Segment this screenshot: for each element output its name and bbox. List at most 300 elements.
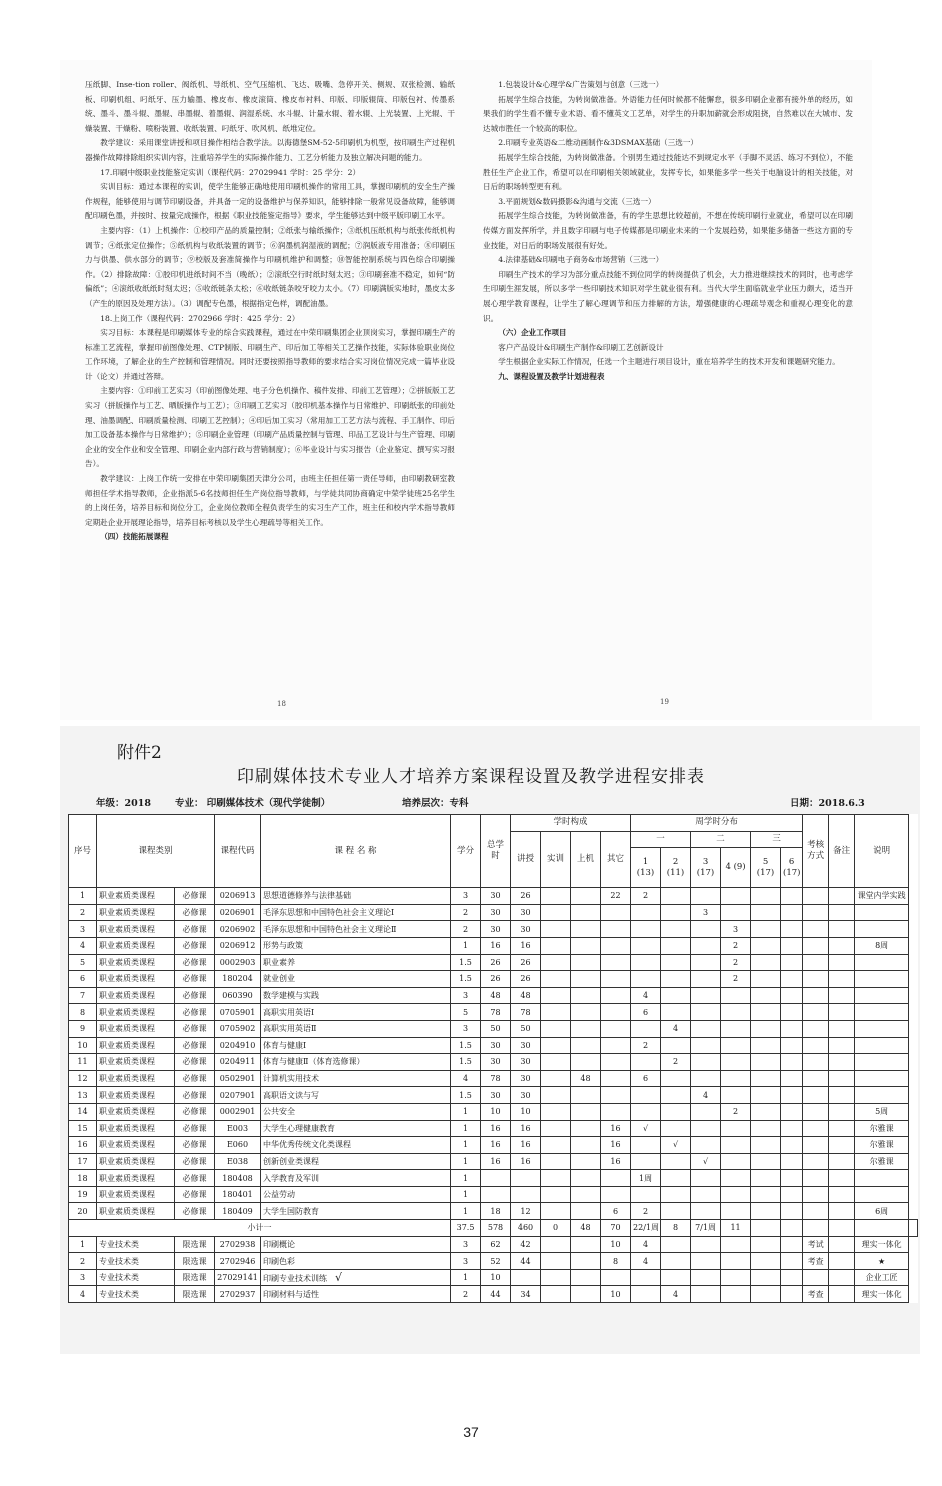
table-cell	[571, 1170, 601, 1187]
table-cell	[661, 1037, 691, 1054]
table-cell: 11	[69, 1054, 97, 1071]
table-cell: 4	[661, 1286, 691, 1303]
table-cell	[781, 1087, 803, 1104]
header-sem1: 1 (13)	[631, 848, 661, 888]
table-cell	[803, 1004, 829, 1021]
table-row	[69, 1137, 918, 1154]
table-cell: 限选课	[175, 1253, 215, 1270]
table-cell	[781, 1004, 803, 1021]
table-cell: 1.5	[451, 954, 481, 971]
table-cell: 必修课	[175, 1120, 215, 1137]
table-cell	[721, 1286, 751, 1303]
table-cell	[601, 1004, 631, 1021]
table-cell	[803, 1120, 829, 1137]
table-cell	[855, 1070, 909, 1087]
table-cell	[631, 921, 661, 938]
table-cell	[721, 1186, 751, 1203]
table-cell	[571, 1269, 601, 1286]
table-row	[69, 1020, 918, 1037]
table-cell: 1	[451, 1269, 481, 1286]
table-cell	[691, 1020, 721, 1037]
table-cell	[631, 1087, 661, 1104]
table-cell	[803, 1153, 829, 1170]
table-cell	[601, 971, 631, 988]
table-cell: 职业素质类课程	[97, 1103, 175, 1120]
table-cell	[601, 987, 631, 1004]
table-cell	[829, 888, 855, 905]
table-cell	[829, 1236, 855, 1253]
right-paragraph: 印刷生产技术的学习为部分重点技能不到位同学的转岗提供了机会，大力推进继续技术的同时，也考虑学生印刷生涯发展，所以多学一些印刷技术知识对学生就业很有利。当代大学生面临就业学业压力颇大，适当开展心理学教育课程，让学生了解心理调节和压力排解的方法，增强健康的心理疏导观念和重视心理变化的意识。	[483, 269, 853, 323]
table-cell	[751, 1236, 781, 1253]
table-cell: 060390	[215, 987, 261, 1004]
table-cell	[781, 1220, 803, 1237]
table-cell: 职业素质类课程	[97, 1037, 175, 1054]
table-cell	[721, 1087, 751, 1104]
table-cell: 16	[481, 1153, 511, 1170]
table-cell: 1	[69, 1236, 97, 1253]
meta-grade: 年级：2018	[96, 798, 151, 809]
table-cell: 企业工匠	[855, 1269, 909, 1286]
table-cell: 考查	[803, 1253, 829, 1270]
table-cell: 0206901	[215, 904, 261, 921]
table-cell	[751, 1286, 781, 1303]
table-cell	[571, 1153, 601, 1170]
table-row	[69, 1103, 918, 1120]
table-cell: 0206902	[215, 921, 261, 938]
table-cell: 48	[571, 1220, 601, 1237]
table-cell	[803, 1220, 829, 1237]
table-cell: 5周	[855, 1103, 909, 1120]
table-cell: 理实一体化	[855, 1236, 909, 1253]
table-cell	[751, 1103, 781, 1120]
table-cell: 0204911	[215, 1054, 261, 1071]
table-cell: 1.5	[451, 1054, 481, 1071]
right-paragraph: 1.包装设计&心理学&广告策划与创意（三选一）	[498, 80, 664, 89]
right-paragraph: 拓展学生综合技能，为转岗做准备。个别男生通过技能达不到规定水平（手脚不灵活、练习不到位），不能胜任生产企业工作，希望可以在印刷相关领域就业，发挥专长，如果能多学一些关于电脑设计的相关技能，对日后的职场转型更有利。	[483, 152, 853, 192]
table-cell: 4	[631, 1236, 661, 1253]
table-cell: 11	[721, 1220, 751, 1237]
table-cell	[691, 1137, 721, 1154]
table-cell: √	[661, 1137, 691, 1154]
table-cell	[541, 987, 571, 1004]
table-cell: 大学生国防教育	[261, 1203, 451, 1220]
right-paragraph: 4.法律基础&印刷电子商务&市场营销（三选一）	[498, 255, 664, 265]
table-cell: 体育与健康Ⅰ	[261, 1037, 451, 1054]
table-cell	[481, 1186, 511, 1203]
table-cell	[803, 1103, 829, 1120]
table-cell	[781, 1037, 803, 1054]
table-cell: 16	[481, 937, 511, 954]
table-cell	[541, 1087, 571, 1104]
table-cell	[751, 987, 781, 1004]
table-cell	[511, 1269, 541, 1286]
table-cell: 2	[631, 1203, 661, 1220]
table-cell: 30	[481, 1087, 511, 1104]
table-cell	[803, 888, 829, 905]
table-cell	[781, 1269, 803, 1286]
table-cell: 职业素质类课程	[97, 954, 175, 971]
table-cell	[721, 1120, 751, 1137]
table-cell: 3	[69, 921, 97, 938]
table-cell	[829, 1004, 855, 1021]
table-cell	[541, 1004, 571, 1021]
table-cell	[781, 1054, 803, 1071]
table-cell: 1	[451, 1153, 481, 1170]
table-cell: 印刷概论	[261, 1236, 451, 1253]
table-cell: 52	[481, 1253, 511, 1270]
left-paragraph: 教学建议：采用课堂讲授和项目操作相结合教学法。以海德堡SM-52-5印刷机为机型，按印刷生产过程机器操作故障排除组织实训内容，注重培养学生的实际操作能力、工艺分析能力及独立解决问题的能力。	[85, 138, 455, 162]
table-cell	[751, 1153, 781, 1170]
table-cell	[571, 1103, 601, 1120]
table-cell	[661, 888, 691, 905]
right-paragraph: 拓展学生综合技能，为转岗做准备。外语能力任何时候都不能懈怠，很多印刷企业都有接外单的经历，如果我们的学生看不懂专业术语、看不懂英文工艺单，对学生的升职加薪就会形成阻挠，自然难以在大城市、发达城市胜任一个较高的职位。	[483, 94, 853, 133]
table-cell: 16	[601, 1137, 631, 1154]
table-cell: 毛泽东思想和中国特色社会主义理论Ⅱ	[261, 921, 451, 938]
header-credit: 学分	[451, 815, 481, 888]
table-cell	[855, 1186, 909, 1203]
table-cell	[601, 1037, 631, 1054]
table-cell: 44	[481, 1286, 511, 1303]
table-cell: 就业创业	[261, 971, 451, 988]
table-cell: 职业素质类课程	[97, 888, 175, 905]
table-cell: 1周	[631, 1170, 661, 1187]
table-cell: 0705901	[215, 1004, 261, 1021]
table-cell: 职业素养	[261, 954, 451, 971]
table-cell	[855, 1087, 909, 1104]
table-cell: 16	[511, 1120, 541, 1137]
table-cell: 必修课	[175, 1137, 215, 1154]
table-cell	[541, 937, 571, 954]
table-cell: 0002901	[215, 1103, 261, 1120]
page-number-right: 19	[660, 698, 669, 706]
table-cell: 考试	[803, 1236, 829, 1253]
table-cell: 2702946	[215, 1253, 261, 1270]
header-sem2: 2 (11)	[661, 848, 691, 888]
table-cell	[751, 1253, 781, 1270]
table-cell	[855, 1020, 909, 1037]
table-cell: 16	[481, 1120, 511, 1137]
table-cell: 必修课	[175, 1054, 215, 1071]
table-cell: 4	[69, 937, 97, 954]
table-row	[69, 1054, 918, 1071]
table-cell: 必修课	[175, 1020, 215, 1037]
table-cell: 30	[511, 1070, 541, 1087]
table-row	[69, 1269, 918, 1286]
table-cell	[691, 971, 721, 988]
attachment-label: 附件2	[117, 743, 162, 763]
table-cell	[691, 1103, 721, 1120]
table-cell	[661, 1253, 691, 1270]
table-cell: 计算机实用技术	[261, 1070, 451, 1087]
table-cell	[571, 1286, 601, 1303]
table-row	[69, 971, 918, 988]
table-cell	[803, 1020, 829, 1037]
table-cell: 职业素质类课程	[97, 1203, 175, 1220]
table-cell: 50	[511, 1020, 541, 1037]
header-note: 说明	[855, 815, 909, 888]
table-cell	[855, 1037, 909, 1054]
table-cell: 1	[451, 1170, 481, 1187]
table-cell	[751, 1137, 781, 1154]
table-cell: 职业素质类课程	[97, 1054, 175, 1071]
table-cell	[803, 987, 829, 1004]
table-cell	[781, 1103, 803, 1120]
table-cell: 16	[511, 1153, 541, 1170]
table-cell	[751, 1203, 781, 1220]
table-cell: 44	[511, 1253, 541, 1270]
table-cell: 数学建模与实践	[261, 987, 451, 1004]
table-cell: 70	[601, 1220, 631, 1237]
table-cell	[541, 921, 571, 938]
table-cell	[661, 971, 691, 988]
table-cell: 78	[481, 1070, 511, 1087]
table-cell	[691, 921, 721, 938]
table-cell	[541, 1269, 571, 1286]
table-cell: 2702937	[215, 1286, 261, 1303]
table-cell: 17	[69, 1153, 97, 1170]
table-cell: 必修课	[175, 904, 215, 921]
table-cell	[571, 1087, 601, 1104]
table-cell	[721, 1236, 751, 1253]
table-cell: 8周	[855, 937, 909, 954]
table-cell: 30	[481, 1054, 511, 1071]
table-cell	[781, 1020, 803, 1037]
table-cell: 26	[481, 971, 511, 988]
left-paragraph: 实训目标：通过本课程的实训，使学生能够正确地使用印刷机操作的常用工具，掌握印刷机的安全生产操作规程，能够使用与调节印刷设备，并具备一定的设备维护与保养知识，能够排除一般常见设备故障，能够调配印刷色墨，并按时、按量完成操作，根据《职业技能鉴定指导》要求，学生能够达到中级平版印刷工水平。	[85, 182, 455, 221]
table-cell: 2	[631, 1037, 661, 1054]
table-cell	[691, 1120, 721, 1137]
table-cell: 职业素质类课程	[97, 1120, 175, 1137]
table-cell	[541, 1054, 571, 1071]
table-cell	[855, 971, 909, 988]
table-cell	[829, 1186, 855, 1203]
header-assess: 考核方式	[803, 815, 829, 888]
header-computer: 上机	[571, 831, 601, 888]
table-cell: 2	[631, 888, 661, 905]
table-row	[69, 1253, 918, 1270]
table-cell: 高职实用英语Ⅱ	[261, 1020, 451, 1037]
table-cell: 48	[481, 987, 511, 1004]
table-cell: 78	[481, 1004, 511, 1021]
table-cell: 578	[481, 1220, 511, 1237]
table-cell: 4	[451, 1070, 481, 1087]
table-cell: 必修课	[175, 954, 215, 971]
table-cell	[751, 1004, 781, 1021]
table-cell: 48	[511, 987, 541, 1004]
table-cell	[661, 1070, 691, 1087]
table-cell	[541, 1170, 571, 1187]
table-cell	[909, 1220, 918, 1237]
table-cell: 必修课	[175, 971, 215, 988]
table-cell: 19	[69, 1186, 97, 1203]
table-cell: 形势与政策	[261, 937, 451, 954]
table-cell: 印刷材料与适性	[261, 1286, 451, 1303]
table-cell: 限选课	[175, 1269, 215, 1286]
table-cell: 0206913	[215, 888, 261, 905]
table-cell	[721, 1137, 751, 1154]
table-cell	[691, 987, 721, 1004]
table-cell	[781, 954, 803, 971]
table-cell: 5	[69, 954, 97, 971]
table-cell: 48	[571, 1070, 601, 1087]
table-cell	[751, 921, 781, 938]
left-paragraph: 18.上岗工作（课程代码：2702966 学时：425 学分：2）	[100, 313, 300, 323]
table-cell	[541, 1236, 571, 1253]
table-cell	[601, 921, 631, 938]
table-cell	[829, 1286, 855, 1303]
table-cell: 26	[511, 954, 541, 971]
table-cell	[691, 937, 721, 954]
table-cell	[631, 1269, 661, 1286]
table-cell: 3	[721, 921, 751, 938]
table-cell	[803, 1170, 829, 1187]
table-cell: 思想道德修养与法律基础	[261, 888, 451, 905]
table-cell	[691, 1004, 721, 1021]
table-cell	[721, 1170, 751, 1187]
table-cell: 62	[481, 1236, 511, 1253]
table-cell	[691, 888, 721, 905]
table-cell: 30	[481, 1037, 511, 1054]
footer-page-number: 37	[463, 1424, 479, 1440]
table-cell	[829, 1120, 855, 1137]
meta-level: 培养层次：专科	[402, 798, 469, 809]
table-cell: 8	[69, 1004, 97, 1021]
header-total-hours: 总学时	[481, 815, 511, 888]
table-cell: 3	[451, 1236, 481, 1253]
table-cell	[721, 1037, 751, 1054]
table-cell: 职业素质类课程	[97, 921, 175, 938]
right-paragraph: 3.平面规划&数码摄影&沟通与交流（三选一）	[498, 196, 656, 206]
table-cell	[601, 1054, 631, 1071]
table-cell: 3	[451, 888, 481, 905]
table-cell: 毛泽东思想和中国特色社会主义理论Ⅰ	[261, 904, 451, 921]
table-cell: 30	[511, 921, 541, 938]
table-cell: 16	[601, 1153, 631, 1170]
table-cell	[571, 904, 601, 921]
table-cell	[829, 1203, 855, 1220]
table-cell	[661, 1004, 691, 1021]
header-remark: 备注	[829, 815, 855, 888]
table-cell: 10	[69, 1037, 97, 1054]
table-cell	[601, 1186, 631, 1203]
header-structure: 学时构成	[511, 815, 631, 832]
table-body	[69, 888, 918, 1303]
table-cell	[571, 1020, 601, 1037]
table-cell: 职业素质类课程	[97, 1137, 175, 1154]
table-row	[69, 1037, 918, 1054]
table-cell: 34	[511, 1286, 541, 1303]
left-paragraph: 实习目标：本课程是印刷媒体专业的综合实践课程，通过在中荣印刷集团企业顶岗实习，掌握印刷生产的标准工艺流程，掌握印前图像处理、CTP制版、印刷生产、印后加工等相关工艺操作技能，实际体验职业岗位工作环境，了解企业的生产控制和管理情况。同时还要按照指导教师的要求结合实习岗位情况完成一篇毕业设计（论文）并通过答辩。	[85, 328, 455, 381]
table-cell	[541, 1186, 571, 1203]
table-cell	[781, 1153, 803, 1170]
table-cell	[781, 1236, 803, 1253]
table-cell: 30	[481, 904, 511, 921]
table-cell	[721, 888, 751, 905]
table-cell: 6	[631, 1070, 661, 1087]
table-cell: √	[631, 1120, 661, 1137]
table-cell	[571, 888, 601, 905]
table-cell: 4	[691, 1087, 721, 1104]
table-cell: 印刷专业技术训练 √	[261, 1269, 451, 1286]
table-cell: 3	[691, 904, 721, 921]
table-cell: 0705902	[215, 1020, 261, 1037]
table-cell: 6周	[855, 1203, 909, 1220]
table-cell	[829, 1137, 855, 1154]
right-paragraph: 拓展学生综合技能，为转岗做准备，有的学生思想比较超前，不想在传统印刷行业就业，希望可以在印刷传媒方面发挥所学，并且数字印刷与电子传媒都是印刷业未来的一个发展趋势，如果能多储备一些这方面的专业技能，对日后的职场发展很有好处。	[483, 211, 853, 250]
table-cell	[803, 1054, 829, 1071]
right-text-column	[483, 78, 853, 384]
table-cell: 1.5	[451, 1037, 481, 1054]
table-cell	[541, 1070, 571, 1087]
table-cell: E003	[215, 1120, 261, 1137]
table-cell: E060	[215, 1137, 261, 1154]
table-cell	[571, 1253, 601, 1270]
table-row	[69, 1153, 918, 1170]
table-cell: 13	[69, 1087, 97, 1104]
table-cell: 职业素质类课程	[97, 1020, 175, 1037]
table-row	[69, 888, 918, 905]
table-cell	[661, 954, 691, 971]
table-cell	[803, 1070, 829, 1087]
table-cell	[781, 1286, 803, 1303]
table-cell	[751, 1020, 781, 1037]
header-year3: 三	[751, 831, 803, 848]
table-cell	[571, 1203, 601, 1220]
header-other: 其它	[601, 831, 631, 888]
table-cell: 9	[69, 1020, 97, 1037]
meta-date: 日期：2018.6.3	[790, 798, 865, 809]
table-cell	[631, 1153, 661, 1170]
table-cell: 创新创业类课程	[261, 1153, 451, 1170]
table-cell	[601, 1269, 631, 1286]
table-row	[69, 1087, 918, 1104]
table-cell	[855, 1170, 909, 1187]
table-cell	[829, 987, 855, 1004]
table-cell: 必修课	[175, 1170, 215, 1187]
table-cell	[541, 1253, 571, 1270]
table-cell: E038	[215, 1153, 261, 1170]
table-cell: 尔雅课	[855, 1153, 909, 1170]
table-cell: 0	[541, 1220, 571, 1237]
table-cell	[829, 904, 855, 921]
left-paragraph: 教学建议：上岗工作统一安排在中荣印刷集团天津分公司，由班主任担任第一责任导师，由印刷教研室教师担任学术指导教师，企业指派5-6名技师担任生产岗位指导教师，与学徒共同协商确定中荣学徒班25名学生的上岗任务，培养目标和岗位分工，企业岗位教师全程负责学生的实习生产工作，班主任和校内学术指导教师定期赴企业开展理论指导，培养目标考核以及学生心理疏导等相关工作。	[85, 474, 455, 527]
table-cell	[571, 1054, 601, 1071]
table-cell	[781, 888, 803, 905]
table-cell: 2702938	[215, 1236, 261, 1253]
table-cell	[541, 904, 571, 921]
table-cell	[829, 921, 855, 938]
table-cell	[803, 954, 829, 971]
table-cell: 必修课	[175, 987, 215, 1004]
table-cell: 6	[601, 1203, 631, 1220]
table-cell: 2	[721, 971, 751, 988]
table-cell	[571, 987, 601, 1004]
table-cell: 2	[721, 937, 751, 954]
table-cell	[781, 1170, 803, 1187]
table-cell	[631, 1020, 661, 1037]
table-cell	[691, 1286, 721, 1303]
table-cell	[631, 1054, 661, 1071]
table-cell	[511, 1170, 541, 1187]
table-cell: 16	[511, 937, 541, 954]
table-cell: 公益劳动	[261, 1186, 451, 1203]
table-cell: 15	[69, 1120, 97, 1137]
table-cell: 必修课	[175, 1153, 215, 1170]
table-row	[69, 921, 918, 938]
header-lecture: 讲授	[511, 831, 541, 888]
table-cell: 20	[69, 1203, 97, 1220]
table-row	[69, 987, 918, 1004]
